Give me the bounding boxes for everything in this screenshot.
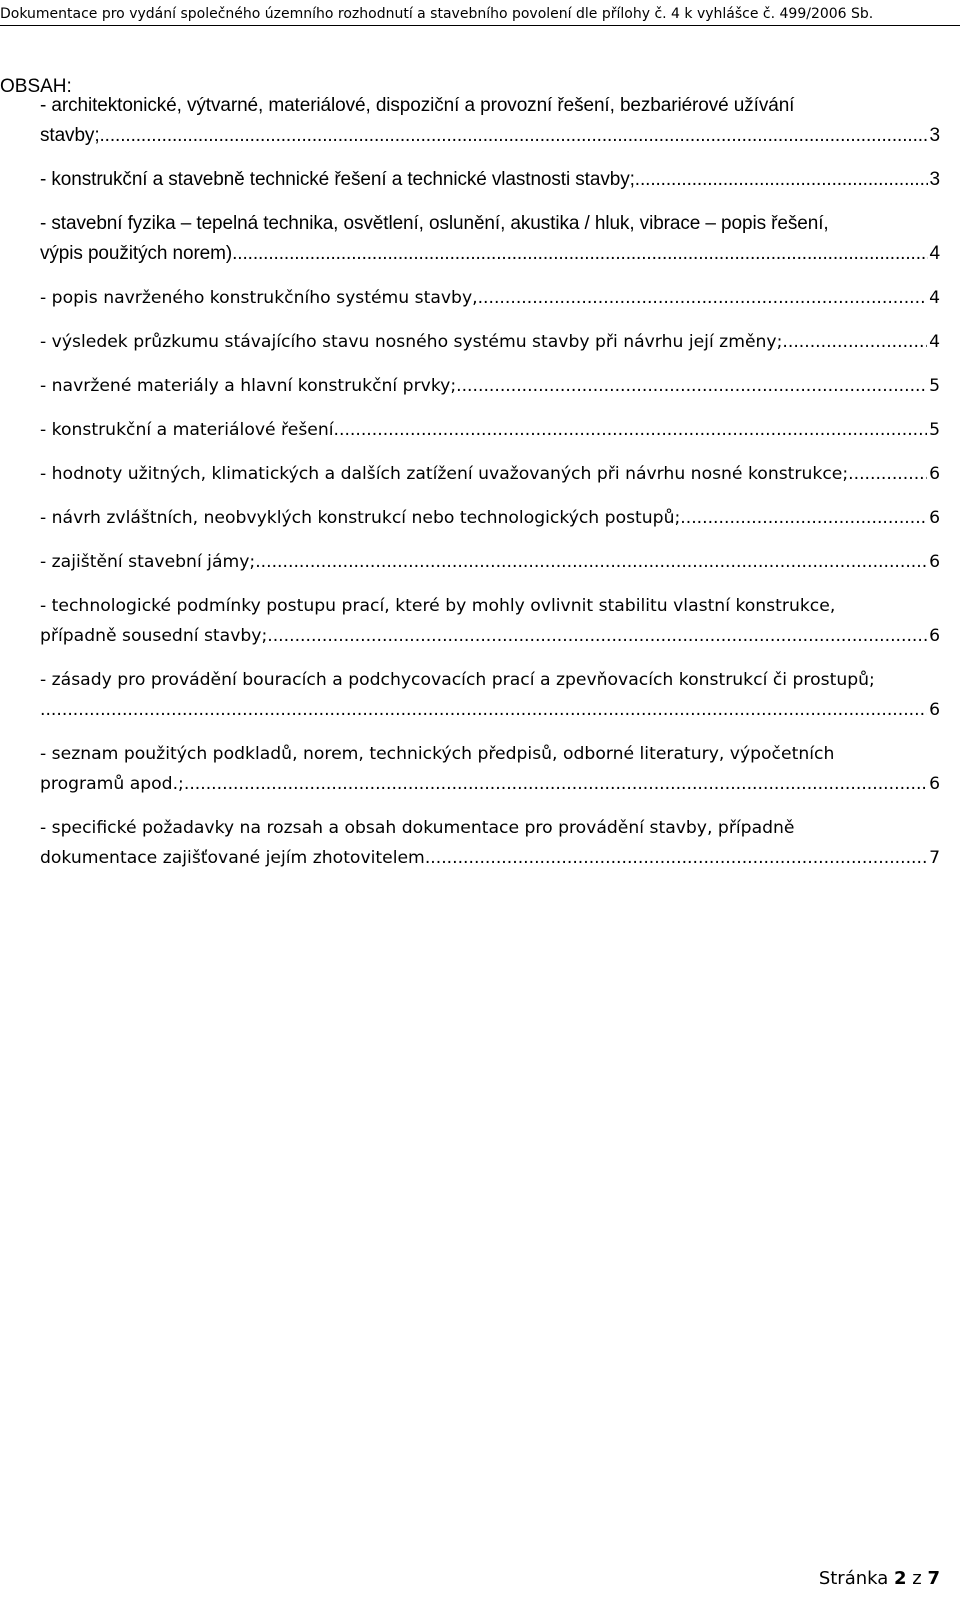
toc-page-number: 6 xyxy=(929,700,940,720)
toc-page-number: 6 xyxy=(929,626,940,646)
toc-page-number: 4 xyxy=(929,243,940,264)
toc-leader-dots xyxy=(478,283,927,313)
toc-page-number: 3 xyxy=(929,169,940,190)
toc-entry[interactable] xyxy=(40,371,940,401)
toc-entry-text: - konstrukční a materiálové řešení xyxy=(40,420,334,440)
toc-entry[interactable] xyxy=(40,503,940,533)
toc-entry-text: programů apod.; xyxy=(40,774,184,794)
toc-leader-dots xyxy=(782,327,927,357)
toc-entry[interactable] xyxy=(40,591,940,651)
toc-leader-dots xyxy=(100,121,928,151)
toc-page-number: 6 xyxy=(929,774,940,794)
toc-entry-text: - popis navrženého konstrukčního systému stavby, xyxy=(40,288,478,308)
toc-entry-text: - architektonické, výtvarné, materiálové, dispoziční a provozní řešení, bezbariérové užívání xyxy=(40,95,795,116)
toc-leader-dots xyxy=(425,843,927,873)
toc-page-number: 5 xyxy=(929,420,940,440)
toc-entry-text: - navržené materiály a hlavní konstrukční prvky; xyxy=(40,376,457,396)
header-text: Dokumentace pro vydání společného územního rozhodnutí a stavebního povolení dle přílohy č. 4 k vyhlášce č. 499/2006 Sb. xyxy=(0,6,874,22)
toc-entry-text: případně sousední stavby; xyxy=(40,626,268,646)
table-of-contents xyxy=(40,91,940,887)
page-header xyxy=(0,0,960,36)
toc-leader-dots xyxy=(635,165,928,195)
toc-leader-dots xyxy=(267,621,927,651)
footer-separator: z xyxy=(912,1568,922,1589)
toc-entry-text: - zásady pro provádění bouracích a podchycovacích prací a zpevňovacích konstrukcí či prostupů; xyxy=(40,670,875,690)
toc-entry-text: - technologické podmínky postupu prací, které by mohly ovlivnit stabilitu vlastní konstrukce, xyxy=(40,596,836,616)
toc-entry-text: výpis použitých norem). xyxy=(40,243,238,264)
toc-entry-text: - zajištění stavební jámy; xyxy=(40,552,256,572)
toc-entry-text: - stavební fyzika – tepelná technika, osvětlení, oslunění, akustika / hluk, vibrace – popis řešení, xyxy=(40,213,829,234)
toc-entry[interactable] xyxy=(40,547,940,577)
toc-leader-dots xyxy=(680,503,927,533)
footer-current-page: 2 xyxy=(894,1568,907,1589)
toc-entry-text: - výsledek průzkumu stávajícího stavu nosného systému stavby při návrhu její změny; xyxy=(40,332,783,352)
toc-leader-dots xyxy=(40,695,927,725)
toc-entry-text: - hodnoty užitných, klimatických a dalších zatížení uvažovaných při návrhu nosné konstrukce; xyxy=(40,464,849,484)
toc-page-number: 4 xyxy=(929,332,940,352)
toc-page-number: 3 xyxy=(929,125,940,146)
toc-page-number: 4 xyxy=(929,288,940,308)
toc-page-number: 7 xyxy=(929,848,940,868)
toc-entry-text: - konstrukční a stavebně technické řešení a technické vlastnosti stavby; xyxy=(40,169,635,190)
toc-entry[interactable] xyxy=(40,459,940,489)
header-divider xyxy=(0,25,960,26)
toc-entry[interactable] xyxy=(40,813,940,873)
toc-entry-text: dokumentace zajišťované jejím zhotovitelem xyxy=(40,848,425,868)
toc-entry[interactable] xyxy=(40,665,940,725)
toc-page-number: 6 xyxy=(929,508,940,528)
toc-heading: OBSAH: xyxy=(0,76,72,97)
toc-entry[interactable] xyxy=(40,327,940,357)
footer-total-pages: 7 xyxy=(927,1568,940,1589)
toc-entry[interactable] xyxy=(40,165,940,195)
toc-leader-dots xyxy=(334,415,928,445)
toc-page-number: 5 xyxy=(929,376,940,396)
toc-entry[interactable] xyxy=(40,91,940,151)
toc-entry[interactable] xyxy=(40,415,940,445)
toc-leader-dots xyxy=(255,547,927,577)
toc-entry-text: - specifické požadavky na rozsah a obsah dokumentace pro provádění stavby, případně xyxy=(40,818,795,838)
toc-entry[interactable] xyxy=(40,283,940,313)
toc-entry-text: stavby; xyxy=(40,125,100,146)
toc-entry-text: - seznam použitých podkladů, norem, technických předpisů, odborné literatury, výpočetních xyxy=(40,744,835,764)
toc-leader-dots xyxy=(456,371,927,401)
toc-page-number: 6 xyxy=(929,464,940,484)
toc-leader-dots xyxy=(237,239,927,269)
toc-entry[interactable] xyxy=(40,209,940,269)
footer-prefix: Stránka xyxy=(818,1568,889,1589)
toc-leader-dots xyxy=(848,459,927,489)
toc-page-number: 6 xyxy=(929,552,940,572)
toc-leader-dots xyxy=(184,769,927,799)
toc-entry-text: - návrh zvláštních, neobvyklých konstrukcí nebo technologických postupů; xyxy=(40,508,681,528)
page-footer xyxy=(819,1567,940,1591)
toc-entry[interactable] xyxy=(40,739,940,799)
